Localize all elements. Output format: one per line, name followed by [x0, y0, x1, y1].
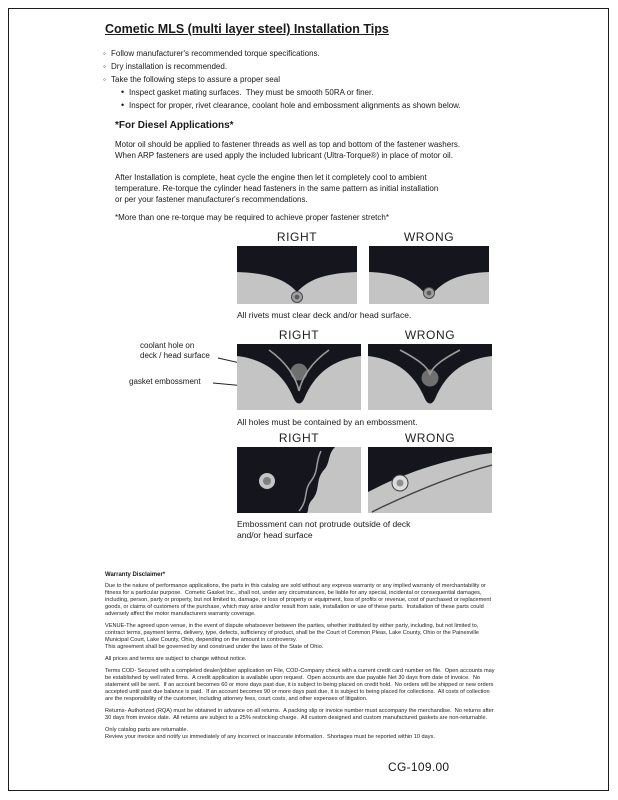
bullet-icon: ◦	[103, 75, 106, 84]
figure-caption: All rivets must clear deck and/or head surface.	[237, 310, 412, 320]
wrong-label: WRONG	[404, 431, 456, 445]
figure-hole-right	[237, 344, 361, 410]
warranty-section	[105, 572, 495, 746]
figure-hole-wrong-svg	[368, 344, 492, 410]
wrong-label: WRONG	[403, 230, 455, 244]
list-item	[103, 73, 461, 86]
right-label: RIGHT	[276, 230, 318, 244]
paragraph-line: Motor oil should be applied to fastener threads as well as top and bottom of the fastener washers.	[115, 140, 461, 149]
coolant-hole	[291, 364, 308, 381]
figure-rivet-right	[237, 246, 357, 304]
paragraph-line: or per your fastener manufacturer's recommendations.	[115, 195, 308, 204]
list-item-text: Inspect for proper, rivet clearance, coolant hole and embossment alignments as shown below.	[129, 101, 461, 110]
warranty-line: VENUE-The agreed upon venue, in the event of dispute whatsoever between the parties, whether instituted by either party, including, but not limited to,	[105, 623, 479, 629]
warranty-line: 30 days from invoice date. All returns are subject to a 25% restocking charge. All custom designed and custom manufactured gaskets are non-returnable.	[105, 715, 488, 721]
list-item-text: Follow manufacturer's recommended torque specifications.	[111, 49, 320, 58]
warranty-line: Municipal Court, Lake County, Ohio, depending on the amount in controversy.	[105, 637, 297, 643]
diesel-paragraph	[115, 139, 460, 161]
figure-hole-wrong	[368, 344, 492, 410]
callout-text: coolant hole on	[140, 341, 195, 350]
warranty-line: Due to the nature of performance applications, the parts in this catalog are sold without any express warranty or any implied warranty of merchantability or	[105, 583, 486, 589]
warranty-paragraph	[105, 708, 495, 722]
list-item-text: Inspect gasket mating surfaces. They must be smooth 50RA or finer.	[129, 88, 374, 97]
warranty-paragraph	[105, 583, 495, 618]
warranty-line: This agreement shall be governed by and construed under the laws of the State of Ohio.	[105, 644, 324, 650]
retorque-note: *More than one re-torque may be required to achieve proper fastener stretch*	[115, 213, 389, 222]
figure-edge-right-svg	[237, 447, 361, 513]
page-title: Cometic MLS (multi layer steel) Installation Tips	[105, 22, 389, 36]
caption-line: Embossment can not protrude outside of deck	[237, 519, 411, 529]
right-label: RIGHT	[278, 328, 320, 342]
bolt-hole-center	[397, 480, 404, 487]
warranty-line: All prices and terms are subject to change without notice.	[105, 656, 247, 662]
figure-rivet-wrong	[368, 246, 490, 304]
warranty-line: Only catalog parts are returnable.	[105, 727, 189, 733]
wrong-label: WRONG	[404, 328, 456, 342]
warranty-line: accepted until past due balance is paid. If an account becomes 90 or more days past due, it is subject to being placed for collections. All costs of collection	[105, 689, 490, 695]
warranty-line: adversely affect the motor manufacturers warranty coverage.	[105, 611, 256, 617]
rivet-center	[427, 291, 432, 296]
figure-caption: All holes must be contained by an embossment.	[237, 417, 418, 427]
figure-rivet-right-svg	[237, 246, 357, 304]
paragraph-line: After Installation is complete, heat cycle the engine then let it completely cool to ambient	[115, 173, 427, 182]
right-label: RIGHT	[278, 431, 320, 445]
warranty-paragraph	[105, 668, 495, 703]
warranty-paragraph	[105, 727, 495, 741]
paragraph-line: temperature. Re-torque the cylinder head fasteners in the same pattern as initial installation	[115, 184, 439, 193]
warranty-heading: Warranty Disclaimer*	[105, 572, 166, 578]
list-item	[121, 86, 461, 99]
warranty-line: including, person, party or property, but not limited to, damage, or loss of property or equipment, loss of profits or revenue, cost of purchased or replacement	[105, 597, 492, 603]
warranty-line: statement will be sent. If an account becomes 60 or more days past due, it is subject to being placed on credit hold. No orders will be shipped or new orders	[105, 682, 494, 688]
callout-text: deck / head surface	[140, 351, 210, 360]
rivet-center	[295, 295, 300, 300]
warranty-line: contract terms, payment terms, delivery, type, defects, sufficiency of product, shall be the Court of Common Pleas, Lake County, Ohio or the Painesville	[105, 630, 480, 636]
paragraph-line: When ARP fasteners are used apply the included lubricant (Ultra-Torque®) in place of motor oil.	[115, 151, 453, 160]
bullet-icon: ◦	[103, 62, 106, 71]
warranty-paragraph	[105, 656, 495, 663]
bullet-icon: ◦	[103, 49, 106, 58]
figure-edge-wrong	[368, 447, 492, 513]
page-code: CG-109.00	[388, 760, 450, 774]
list-item-text: Take the following steps to assure a proper seal	[111, 75, 280, 84]
callout-gasket-embossment	[129, 377, 201, 387]
warranty-line: Returns- Authorized (RQA) must be obtained in advance on all returns. A packing slip or invoice number must accompany the merchandise. No returns after	[105, 708, 494, 714]
caption-line: and/or head surface	[237, 530, 313, 540]
warranty-line: be established by well rated firms. A credit application is available upon request. Open accounts are due payable Net 30 days from date of invoice. No	[105, 675, 480, 681]
warranty-paragraph	[105, 623, 495, 651]
figure-edge-wrong-svg	[368, 447, 492, 513]
warranty-line: goods, or claims of customers of the purchase, which may arise and/or result from sale, installation or use of these parts. Installation of these parts could	[105, 604, 484, 610]
coolant-hole	[422, 370, 439, 387]
bolt-hole-center	[263, 477, 271, 485]
warranty-line: are the responsibility of the customer, including attorney fees, court costs, and other expenses of litigation.	[105, 696, 368, 702]
figure-edge-right	[237, 447, 361, 513]
warranty-line: Terms COD- Secured with a completed dealer/jobber application on File, COD-Company check with a current credit card number on file. Open accounts may	[105, 668, 495, 674]
diesel-paragraph	[115, 172, 438, 205]
figure-hole-right-svg	[237, 344, 361, 410]
warranty-line: Review your invoice and notify us immediately of any incorrect or inaccurate information. Shortages must be reported within 10 days.	[105, 734, 435, 740]
diesel-heading: *For Diesel Applications*	[115, 120, 234, 131]
list-item	[103, 47, 461, 60]
list-item	[121, 99, 461, 112]
callout-coolant-hole	[140, 341, 210, 361]
warranty-line: fitness for a particular purpose. Cometic Gasket Inc., shall not, under any circumstances, be liable for any special, incidental or consequential damages,	[105, 590, 482, 596]
tips-list	[103, 47, 461, 112]
bullet-icon: •	[121, 100, 125, 110]
figure-caption	[237, 519, 410, 541]
callout-text: gasket embossment	[129, 377, 201, 386]
list-item-text: Dry installation is recommended.	[111, 62, 228, 71]
figure-rivet-wrong-svg	[368, 246, 490, 304]
bullet-icon: •	[121, 87, 125, 97]
list-item	[103, 60, 461, 73]
